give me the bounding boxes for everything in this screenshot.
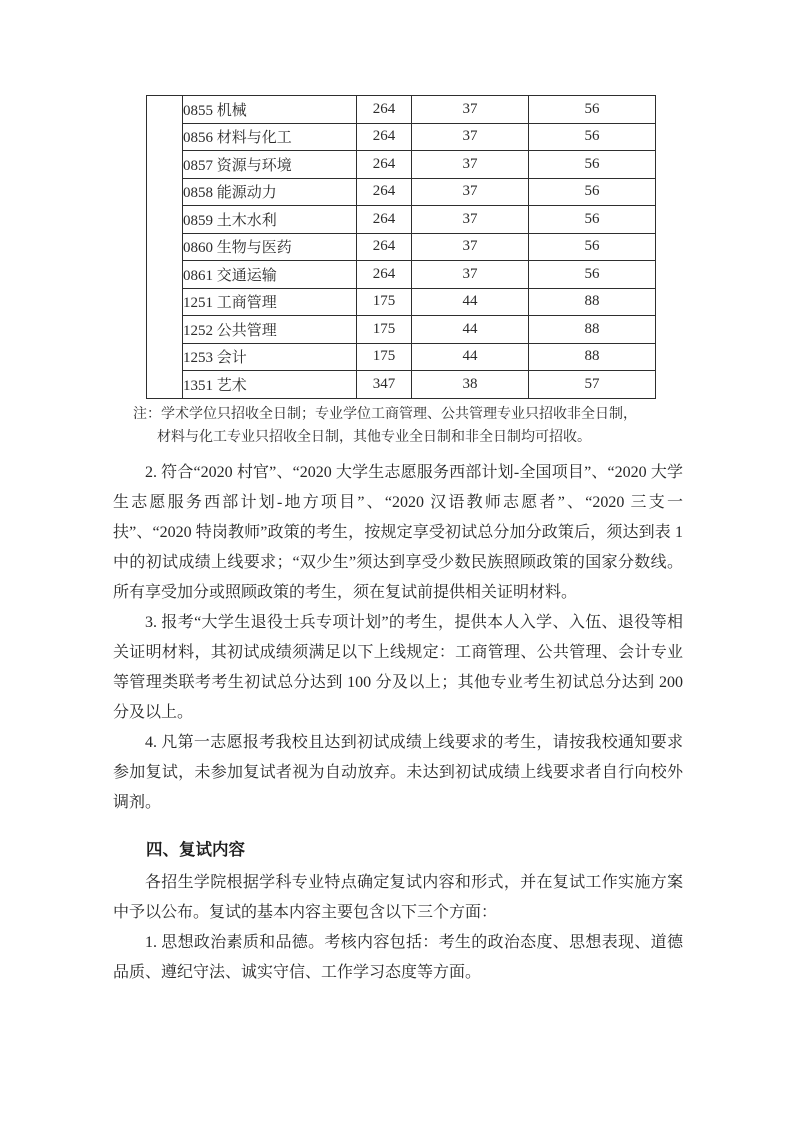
score-cell: 175 [357, 343, 412, 371]
score-cell: 264 [357, 151, 412, 179]
major-cell: 0859 土木水利 [183, 206, 357, 234]
score-cell: 37 [412, 233, 529, 261]
table-row [147, 151, 656, 179]
score-cell: 56 [529, 206, 656, 234]
score-cell: 44 [412, 288, 529, 316]
score-cell: 44 [412, 343, 529, 371]
score-cell: 56 [529, 178, 656, 206]
score-cell: 56 [529, 96, 656, 124]
table-row [147, 123, 656, 151]
major-cell: 0861 交通运输 [183, 261, 357, 289]
paragraph-political-quality: 1. 思想政治素质和品德。考核内容包括：考生的政治态度、思想表现、道德品质、遵纪守法、诚实守信、工作学习态度等方面。 [113, 933, 683, 981]
major-cell: 0855 机械 [183, 96, 357, 124]
score-cell: 56 [529, 233, 656, 261]
score-cell: 264 [357, 96, 412, 124]
score-cell: 37 [412, 206, 529, 234]
score-cell: 56 [529, 123, 656, 151]
table-row [147, 206, 656, 234]
score-cell: 175 [357, 288, 412, 316]
major-cell: 1252 公共管理 [183, 316, 357, 344]
score-cell: 38 [412, 371, 529, 399]
section-heading-retest-content: 四、复试内容 [146, 840, 245, 859]
major-cell: 0856 材料与化工 [183, 123, 357, 151]
score-cell: 37 [412, 261, 529, 289]
table-note-line: 材料与化工专业只招收全日制，其他专业全日制和非全日制均可招收。 [157, 429, 591, 445]
score-cell: 44 [412, 316, 529, 344]
table-row [147, 288, 656, 316]
score-cell: 37 [412, 96, 529, 124]
score-cell: 264 [357, 261, 412, 289]
score-cell: 175 [357, 316, 412, 344]
score-cell: 88 [529, 316, 656, 344]
score-cell: 264 [357, 233, 412, 261]
table-note [113, 403, 683, 449]
score-cell: 57 [529, 371, 656, 399]
score-cell: 88 [529, 343, 656, 371]
paragraph-retest-overview: 各招生学院根据学科专业特点确定复试内容和形式，并在复试工作实施方案中予以公布。复试的基本内容主要包含以下三个方面： [113, 873, 683, 921]
table-row [147, 233, 656, 261]
major-cell: 0857 资源与环境 [183, 151, 357, 179]
table-row [147, 178, 656, 206]
score-cell: 264 [357, 123, 412, 151]
major-cell: 1253 会计 [183, 343, 357, 371]
admission-score-table [146, 95, 656, 399]
score-cell: 56 [529, 151, 656, 179]
major-cell: 1351 艺术 [183, 371, 357, 399]
score-cell: 88 [529, 288, 656, 316]
score-cell: 37 [412, 178, 529, 206]
merged-empty-cell [147, 96, 183, 399]
score-cell: 264 [357, 178, 412, 206]
paragraph-bonus-policy: 2. 符合“2020 村官”、“2020 大学生志愿服务西部计划-全国项目”、“2020 大学生志愿服务西部计划-地方项目”、“2020 汉语教师志愿者”、“2020 三支一扶”、“2020 特岗教师”政策的考生，按规定享受初试总分加分政策后，须达到表 1 中的初试成绩上线要求；“双少生”须达到享受少数民族照顾政策的国家分数线。所有享受加分或照顾政策的考生，须在复试前提供相关证明材料。 [113, 463, 683, 601]
major-cell: 0860 生物与医药 [183, 233, 357, 261]
table-row [147, 371, 656, 399]
score-cell: 347 [357, 371, 412, 399]
document-body [113, 458, 683, 988]
major-cell: 1251 工商管理 [183, 288, 357, 316]
table-row [147, 316, 656, 344]
table-row [147, 343, 656, 371]
table-row [147, 96, 656, 124]
score-cell: 56 [529, 261, 656, 289]
paragraph-veteran-plan: 3. 报考“大学生退役士兵专项计划”的考生，提供本人入学、入伍、退役等相关证明材料，其初试成绩须满足以下上线规定：工商管理、公共管理、会计专业等管理类联考考生初试总分达到 100 分及以上；其他专业考生初试总分达到 200 分及以上。 [113, 613, 683, 721]
major-cell: 0858 能源动力 [183, 178, 357, 206]
paragraph-retest-requirement: 4. 凡第一志愿报考我校且达到初试成绩上线要求的考生，请按我校通知要求参加复试，未参加复试者视为自动放弃。未达到初试成绩上线要求者自行向校外调剂。 [113, 733, 683, 811]
table-note-line: 注：学术学位只招收全日制；专业学位工商管理、公共管理专业只招收非全日制， [133, 406, 637, 422]
table-row [147, 261, 656, 289]
score-cell: 264 [357, 206, 412, 234]
score-cell: 37 [412, 151, 529, 179]
score-cell: 37 [412, 123, 529, 151]
